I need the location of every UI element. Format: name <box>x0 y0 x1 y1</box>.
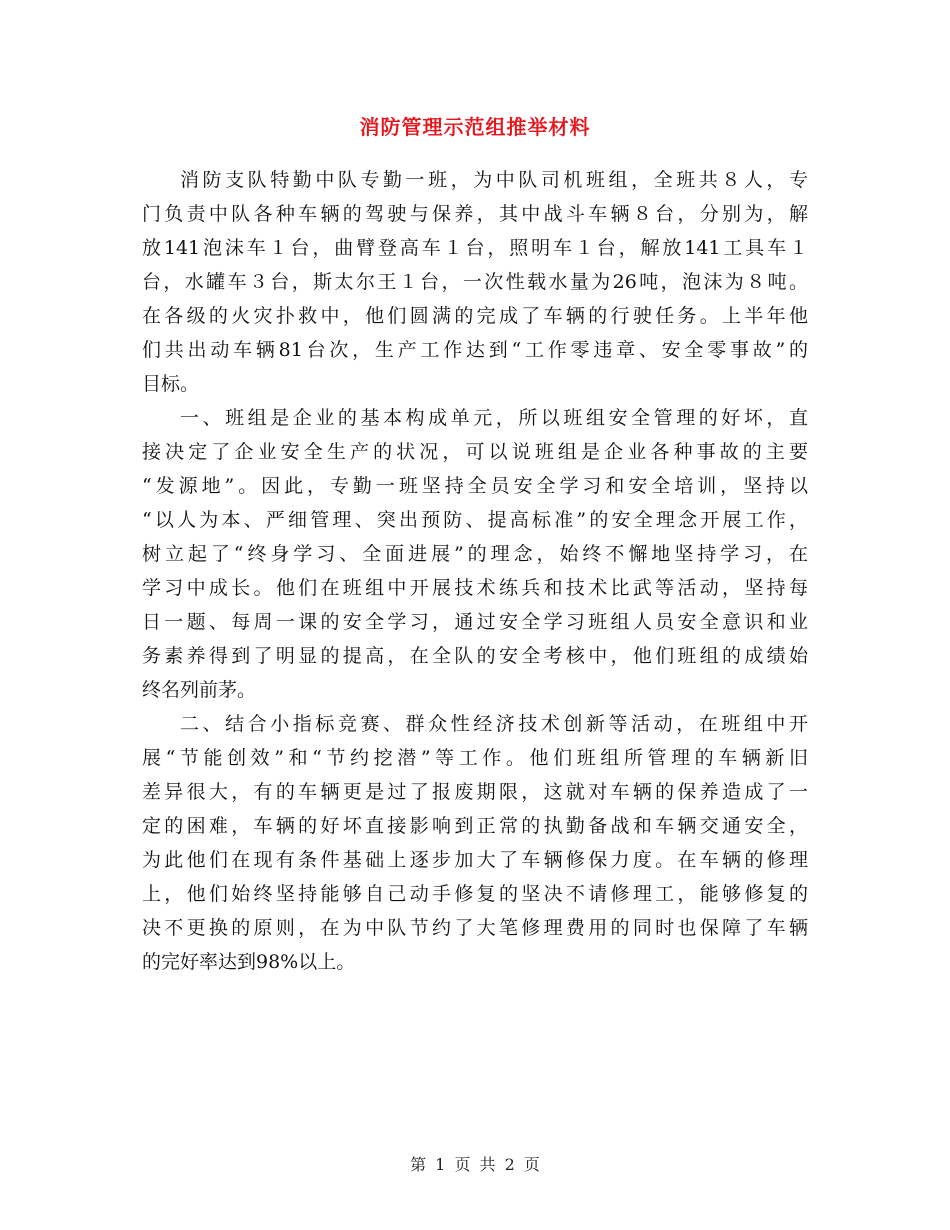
text-line: 务素养得到了明显的提高，在全队的安全考核中，他们班组的成绩始 <box>142 645 808 667</box>
text-line: 上，他们始终坚持能够自己动手修复的坚决不请修理工，能够修复的 <box>142 883 808 905</box>
text-line: 的完好率达到98%以上。 <box>142 951 356 973</box>
text-line: 差异很大，有的车辆更是过了报废期限，这就对车辆的保养造成了一 <box>142 781 808 803</box>
paragraph-section-one <box>142 401 808 707</box>
text-line: 二、结合小指标竞赛、群众性经济技术创新等活动，在班组中开 <box>180 713 808 735</box>
text-line: 决不更换的原则，在为中队节约了大笔修理费用的同时也保障了车辆 <box>142 917 808 939</box>
text-line: “发源地”。因此，专勤一班坚持全员安全学习和安全培训，坚持以 <box>142 475 808 497</box>
text-line: “以人为本、严细管理、突出预防、提高标准”的安全理念开展工作， <box>142 509 808 531</box>
text-line: 在各级的火灾扑救中，他们圆满的完成了车辆的行驶任务。上半年他 <box>142 305 808 327</box>
text-line: 消防支队特勤中队专勤一班，为中队司机班组，全班共８人，专 <box>180 169 808 191</box>
text-line: 终名列前茅。 <box>142 679 257 701</box>
text-line: 一、班组是企业的基本构成单元，所以班组安全管理的好坏，直 <box>180 407 808 429</box>
text-line: 台，水罐车３台，斯太尔王１台，一次性载水量为26吨，泡沫为８吨。 <box>142 271 808 293</box>
text-line: 放141泡沫车１台，曲臂登高车１台，照明车１台，解放141工具车１ <box>142 237 808 259</box>
page-footer: 第 1 页 共 2 页 <box>410 1155 540 1174</box>
paragraph-intro <box>142 163 808 401</box>
text-line: 树立起了“终身学习、全面进展”的理念，始终不懈地坚持学习，在 <box>142 543 808 565</box>
text-line: 目标。 <box>142 373 200 395</box>
text-line: 定的困难，车辆的好坏直接影响到正常的执勤备战和车辆交通安全， <box>142 815 808 837</box>
text-line: 接决定了企业安全生产的状况，可以说班组是企业各种事故的主要 <box>142 441 808 463</box>
paragraph-section-two <box>142 707 808 979</box>
document-title: 消防管理示范组推举材料 <box>359 115 591 139</box>
text-line: 门负责中队各种车辆的驾驶与保养，其中战斗车辆８台，分别为，解 <box>142 203 808 225</box>
text-line: 展“节能创效”和“节约挖潜”等工作。他们班组所管理的车辆新旧 <box>142 747 808 769</box>
text-line: 们共出动车辆81台次，生产工作达到“工作零违章、安全零事故”的 <box>142 339 808 361</box>
text-line: 日一题、每周一课的安全学习，通过安全学习班组人员安全意识和业 <box>142 611 808 633</box>
document-body <box>142 163 808 979</box>
text-line: 为此他们在现有条件基础上逐步加大了车辆修保力度。在车辆的修理 <box>142 849 808 871</box>
text-line: 学习中成长。他们在班组中开展技术练兵和技术比武等活动，坚持每 <box>142 577 808 599</box>
